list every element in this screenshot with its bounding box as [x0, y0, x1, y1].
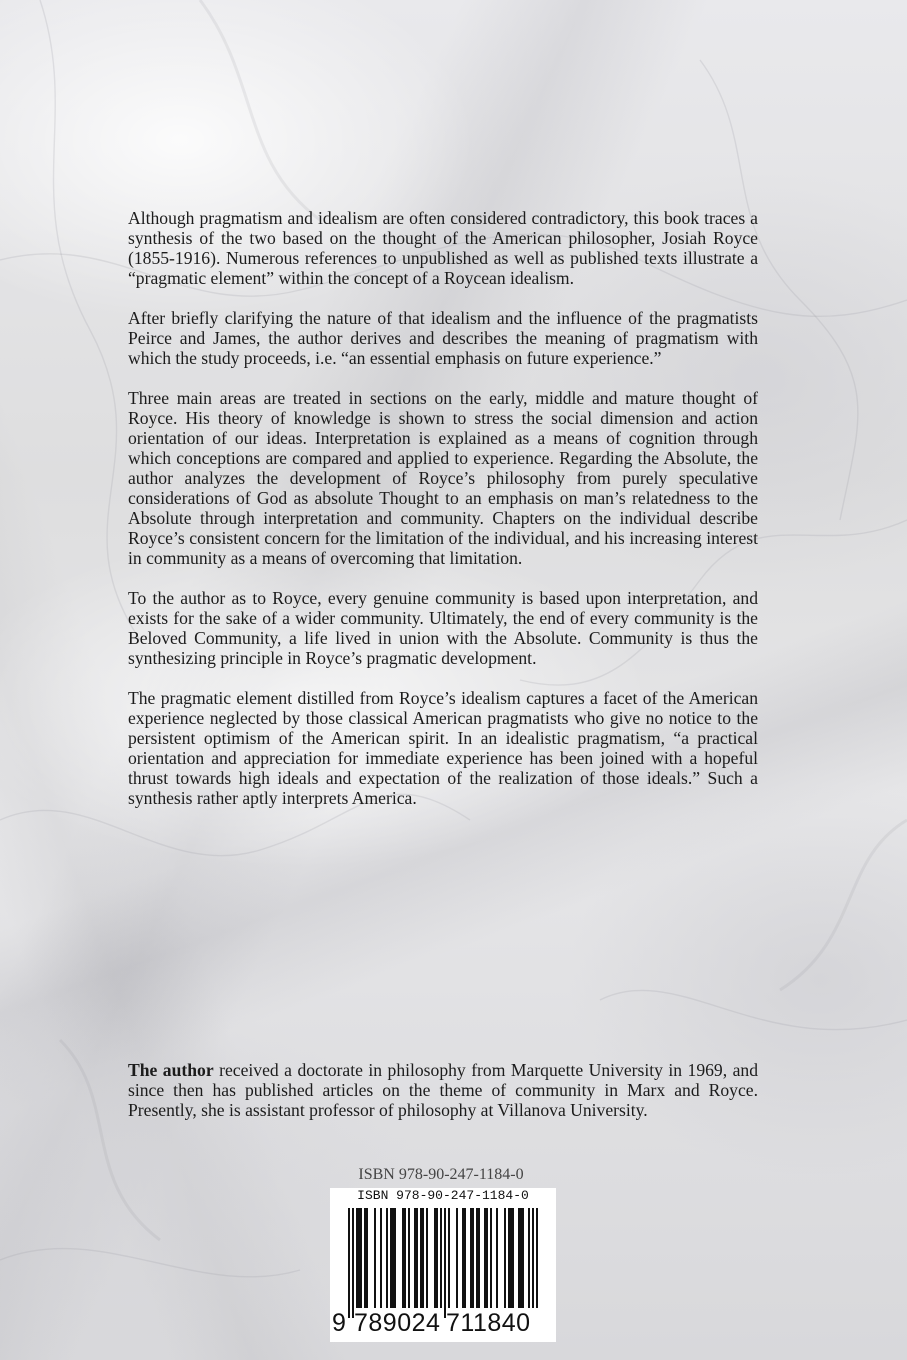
paragraph-4: To the author as to Royce, every genuine community is based upon interpretation, and exists for the sake of a wider community. Ultimately, the end of every community is the Beloved Community, a life lived in union with the Absolute. Community is thus the synthesizing principle in Royce’s pragmatic development. — [128, 588, 758, 668]
barcode-bar — [532, 1208, 534, 1318]
barcode-bar — [448, 1208, 450, 1308]
barcode-bar — [374, 1208, 376, 1308]
barcode-bar — [496, 1208, 498, 1308]
barcode-bar — [464, 1208, 466, 1308]
barcode — [330, 1188, 556, 1342]
barcode-bar — [408, 1208, 410, 1308]
barcode-bar — [456, 1208, 458, 1308]
barcode-bar — [358, 1208, 360, 1308]
barcode-right-digits: 711840 — [446, 1308, 538, 1338]
barcode-bar — [462, 1208, 464, 1308]
barcode-bar — [434, 1208, 436, 1308]
barcode-bar — [414, 1208, 416, 1308]
barcode-left-digits: 789024 — [354, 1309, 441, 1337]
paragraph-1: Although pragmatism and idealism are often considered contradictory, this book traces a synthesis of the two based on the thought of the American philosopher, Josiah Royce (1855-1916). Numerous references to unpublished as well as published texts illustrate a “pragmatic element” within the concept of a Roycean idealism. — [128, 208, 758, 288]
barcode-bar — [380, 1208, 382, 1308]
barcode-bar — [518, 1208, 520, 1308]
barcode-bar — [444, 1208, 446, 1318]
author-bio-text: received a doctorate in philosophy from Marquette University in 1969, and since then has published articles on the theme of community in Marx and Royce. Presently, she is assistant professor of philosophy at Villanova University. — [128, 1060, 758, 1120]
barcode-bar — [420, 1208, 422, 1308]
barcode-bar — [348, 1208, 350, 1318]
barcode-bar — [528, 1208, 530, 1308]
author-bio — [128, 1060, 758, 1120]
barcode-bar — [360, 1208, 362, 1308]
barcode-bar — [484, 1208, 486, 1308]
barcode-bar — [486, 1208, 488, 1308]
description-text — [128, 208, 758, 828]
paragraph-3: Three main areas are treated in sections on the early, middle and mature thought of Royce. His theory of knowledge is shown to stress the social dimension and action orientation of our ideas. Interpretation is explained as a means of cognition through which conceptions are compared and applied to experience. Regarding the Absolute, the author analyzes the development of Royce’s philosophy from purely speculative considerations of God as absolute Thought to an emphasis on man’s relatedness to the Absolute through interpretation and community. Chapters on the individual describe Royce’s consistent concern for the limitation of the individual, and his increasing interest in community as a means of overcoming that limitation. — [128, 388, 758, 568]
barcode-bar — [416, 1208, 418, 1308]
barcode-bar — [478, 1208, 480, 1308]
barcode-bar — [402, 1208, 404, 1308]
barcode-bar — [436, 1208, 438, 1308]
barcode-bar — [356, 1208, 358, 1308]
barcode-bar — [392, 1208, 394, 1308]
barcode-bar — [520, 1208, 522, 1308]
barcode-bar — [366, 1208, 368, 1308]
barcode-bar — [504, 1208, 506, 1308]
barcode-bar — [422, 1208, 424, 1308]
barcode-bar — [512, 1208, 514, 1308]
isbn-label: ISBN 978-90-247-1184-0 — [358, 1166, 524, 1183]
barcode-bar — [476, 1208, 478, 1308]
barcode-bar — [470, 1208, 472, 1308]
barcode-bar — [364, 1208, 366, 1308]
barcode-bar — [510, 1208, 512, 1308]
paragraph-5: The pragmatic element distilled from Royce’s idealism captures a facet of the American experience neglected by those classical American pragmatists who give no notice to the persistent optimism of the American spirit. In an idealistic pragmatism, “a practical orientation and appreciation for immediate experience has been joined with a hopeful thrust towards high ideals and expectation of the realization of those ideals.” Such a synthesis rather aptly interprets America. — [128, 688, 758, 808]
barcode-bar — [352, 1208, 354, 1318]
barcode-bar — [522, 1208, 524, 1308]
barcode-bar — [490, 1208, 492, 1308]
barcode-bar — [508, 1208, 510, 1308]
barcode-bar — [472, 1208, 474, 1308]
barcode-bar — [426, 1208, 428, 1308]
barcode-isbn-text: ISBN 978-90-247-1184-0 — [357, 1188, 529, 1203]
author-bio-lead: The author — [128, 1060, 214, 1080]
barcode-bar — [440, 1208, 442, 1318]
barcode-first-digit: 9 — [332, 1309, 346, 1337]
barcode-bar — [536, 1208, 538, 1318]
barcode-bar — [404, 1208, 406, 1308]
paragraph-2: After briefly clarifying the nature of that idealism and the influence of the pragmatists Peirce and James, the author derives and describes the meaning of pragmatism with which the study proceeds, i.e. “an essential emphasis on future experience.” — [128, 308, 758, 368]
barcode-bar — [390, 1208, 392, 1308]
barcode-bar — [394, 1208, 396, 1308]
barcode-bar — [386, 1208, 388, 1308]
